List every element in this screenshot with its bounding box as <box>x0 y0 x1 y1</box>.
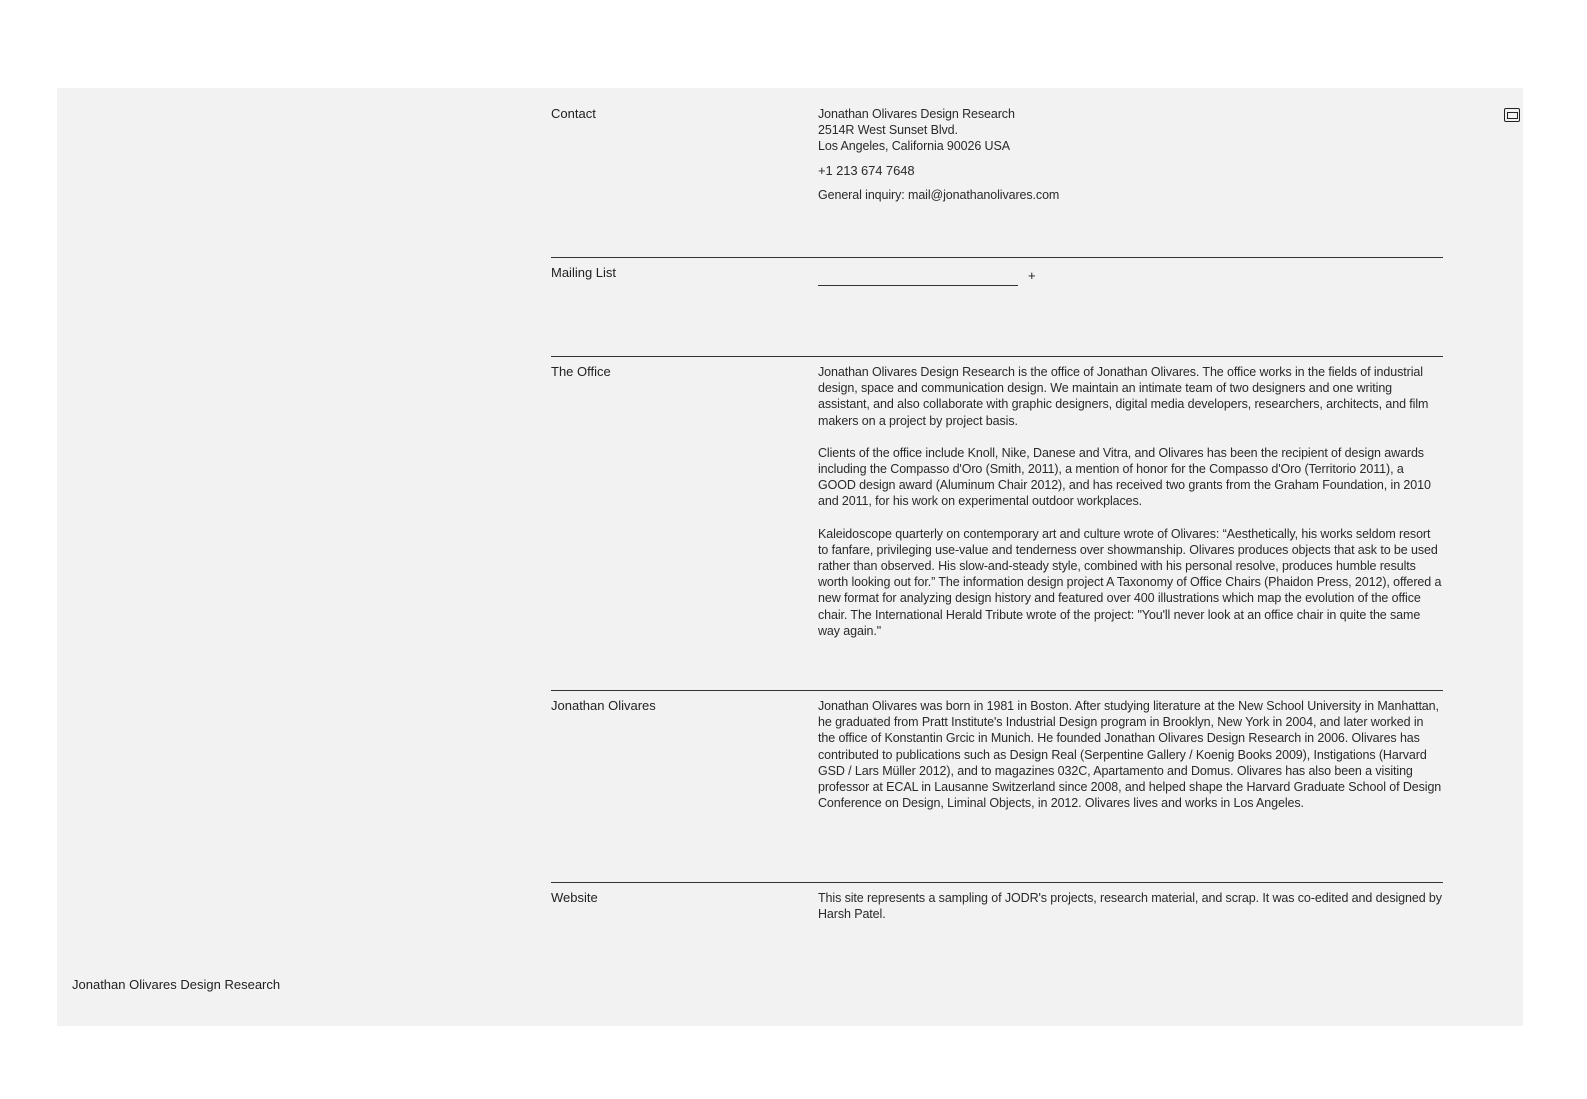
office-label: The Office <box>551 364 611 379</box>
mailing-list-add-button[interactable]: + <box>1028 268 1036 283</box>
biography-text <box>818 698 1443 811</box>
window-toggle-icon[interactable] <box>1504 108 1520 122</box>
site-title-link[interactable]: Jonathan Olivares Design Research <box>72 977 281 992</box>
general-inquiry-email[interactable]: General inquiry: mail@jonathanolivares.com <box>818 187 1060 202</box>
section-divider <box>551 257 1443 258</box>
office-paragraph: Kaleidoscope quarterly on contemporary art and culture wrote of Olivares: “Aesthetically, his works seldom resort to fanfare, privileging use-value and tenderness over showmanship. Olivares produces objects that ask to be used rather than observed. His slow-and-steady style, combined with his personal resolve, produces humble results worth looking out for.” The information design project A Taxonomy of Office Chairs (Phaidon Press, 2012), offered a new format for analyzing design history and featured over 400 illustrations which map the evolution of the office chair. The International Herald Tribute wrote of the project: "You'll never look at an office chair in quite the same way again." <box>818 526 1442 638</box>
section-divider <box>551 690 1443 691</box>
address-line: Jonathan Olivares Design Research <box>818 107 1015 121</box>
biography-label: Jonathan Olivares <box>551 698 656 713</box>
office-paragraph: Jonathan Olivares Design Research is the office of Jonathan Olivares. The office works in the fields of industrial design, space and communication design. We maintain an intimate team of two designers and one writing assistant, and also collaborate with graphic designers, digital media developers, researchers, architects, and film makers on a project by project basis. <box>818 365 1429 428</box>
website-paragraph: This site represents a sampling of JODR's projects, research material, and scrap. It was co-edited and designed by Harsh Patel. <box>818 891 1442 922</box>
website-text <box>818 890 1443 922</box>
phone-number[interactable]: +1 213 674 7648 <box>818 162 915 178</box>
section-divider <box>551 356 1443 357</box>
section-divider <box>551 882 1443 883</box>
office-paragraph: Clients of the office include Knoll, Nike, Danese and Vitra, and Olivares has been the recipient of design awards including the Compasso d'Oro (Smith, 2011), a mention of honor for the Compasso d'Oro (Territorio 2011), a GOOD design award (Aluminum Chair 2012), and has received two grants from the Graham Foundation, in 2010 and 2011, for his work on experimental outdoor workplaces. <box>818 445 1431 509</box>
info-panel <box>57 88 1523 1026</box>
mailing-list-label: Mailing List <box>551 265 617 280</box>
website-label: Website <box>551 890 598 905</box>
mailing-list-email-input[interactable] <box>818 263 1018 286</box>
biography-paragraph: Jonathan Olivares was born in 1981 in Boston. After studying literature at the New School University in Manhattan, he graduated from Pratt Institute's Industrial Design program in Brooklyn, New York in 2004, and later worked in the office of Konstantin Grcic in Munich. He founded Jonathan Olivares Design Research in 2006. Olivares has contributed to publications such as Design Real (Serpentine Gallery / Koenig Books 2009), Instigations (Harvard GSD / Lars Müller 2012), and to magazines 032C, Apartamento and Domus. Olivares has also been a visiting professor at ECAL in Lausanne Switzerland since 2008, and helped shape the Harvard Graduate School of Design Conference on Design, Liminal Objects, in 2012. Olivares lives and works in Los Angeles. <box>818 699 1442 811</box>
contact-label: Contact <box>551 106 596 121</box>
address-line: Los Angeles, California 90026 USA <box>818 139 1010 154</box>
contact-details <box>818 106 1443 203</box>
address-line: 2514R West Sunset Blvd. <box>818 123 958 138</box>
office-text <box>818 364 1443 639</box>
